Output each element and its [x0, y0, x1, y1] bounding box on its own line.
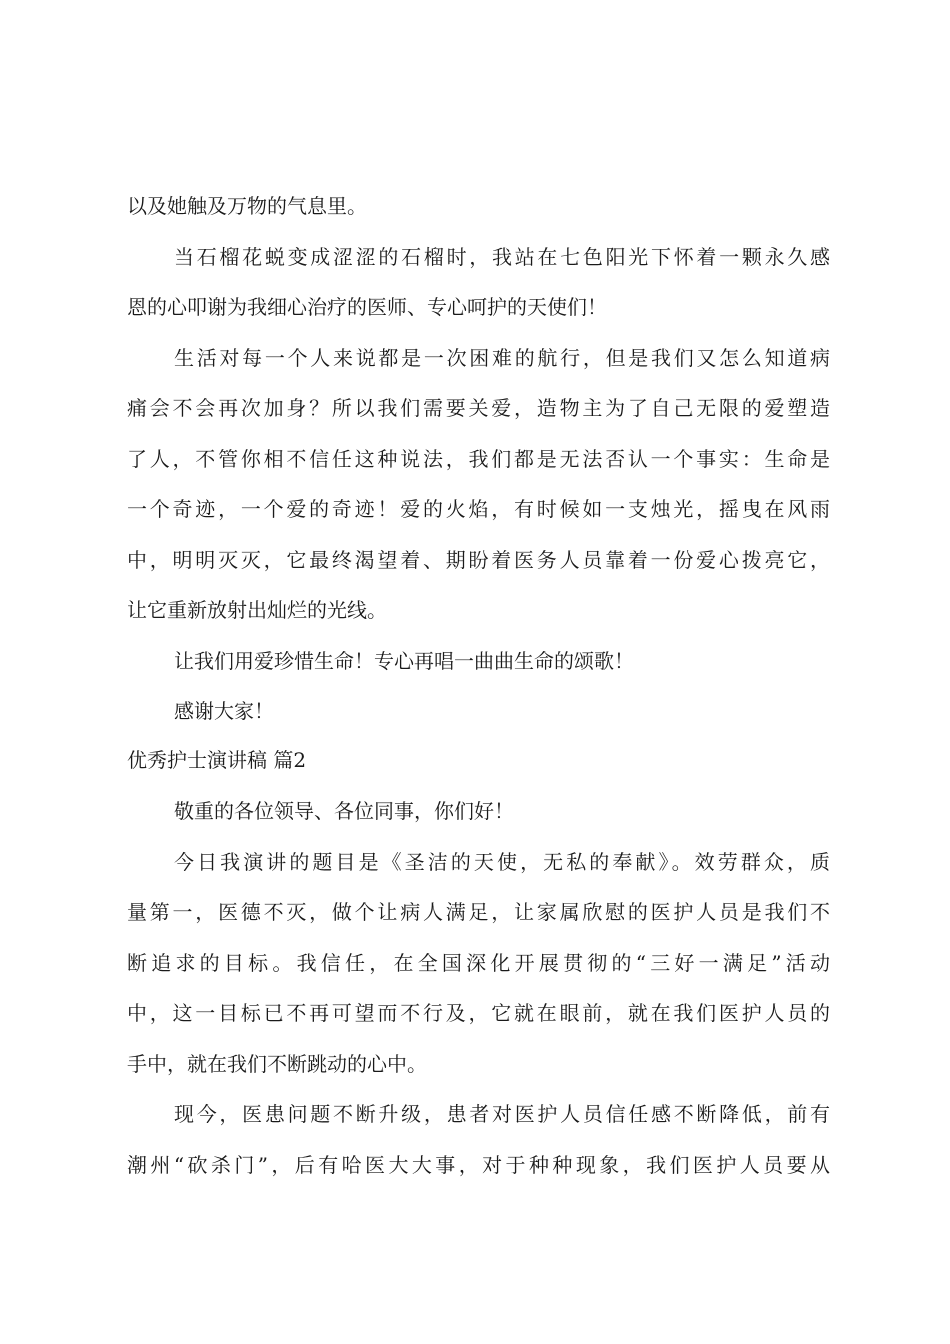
text-line: 痛会不会再次加身？所以我们需要关爱，造物主为了自己无限的爱塑造 — [127, 396, 830, 420]
text-line: 恩的心叩谢为我细心治疗的医师、专心呵护的天使们！ — [127, 295, 607, 319]
section-heading: 优秀护士演讲稿 篇2 — [127, 748, 307, 772]
text-line: 手中，就在我们不断跳动的心中。 — [127, 1052, 427, 1076]
text-line: 敬重的各位领导、各位同事，你们好！ — [174, 799, 514, 823]
text-line: 当石榴花蜕变成涩涩的石榴时，我站在七色阳光下怀着一颗永久感 — [174, 245, 830, 269]
text-line: 断追求的目标。我信任，在全国深化开展贯彻的“三好一满足”活动 — [127, 951, 830, 975]
text-line: 生活对每一个人来说都是一次困难的航行，但是我们又怎么知道病 — [174, 346, 830, 370]
text-line: 以及她触及万物的气息里。 — [127, 194, 367, 218]
text-line: 让我们用爱珍惜生命！专心再唱一曲曲生命的颂歌！ — [174, 649, 634, 673]
text-line: 中，明明灭灭，它最终渴望着、期盼着医务人员靠着一份爱心拨亮它， — [127, 548, 830, 572]
text-line: 潮州“砍杀门”，后有哈医大大事，对于种种现象，我们医护人员要从 — [127, 1153, 830, 1177]
text-line: 量第一，医德不灭，做个让病人满足，让家属欣慰的医护人员是我们不 — [127, 900, 830, 924]
text-line: 中，这一目标已不再可望而不行及，它就在眼前，就在我们医护人员的 — [127, 1001, 830, 1025]
text-line: 一个奇迹，一个爱的奇迹！爱的火焰，有时候如一支烛光，摇曳在风雨 — [127, 497, 830, 521]
text-line: 现今，医患问题不断升级，患者对医护人员信任感不断降低，前有 — [174, 1102, 830, 1126]
text-line: 了人，不管你相不信任这种说法，我们都是无法否认一个事实：生命是 — [127, 447, 830, 471]
text-line: 让它重新放射出灿烂的光线。 — [127, 598, 387, 622]
text-line: 感谢大家！ — [174, 699, 274, 723]
text-line: 今日我演讲的题目是《圣洁的天使，无私的奉献》。效劳群众，质 — [174, 850, 830, 874]
